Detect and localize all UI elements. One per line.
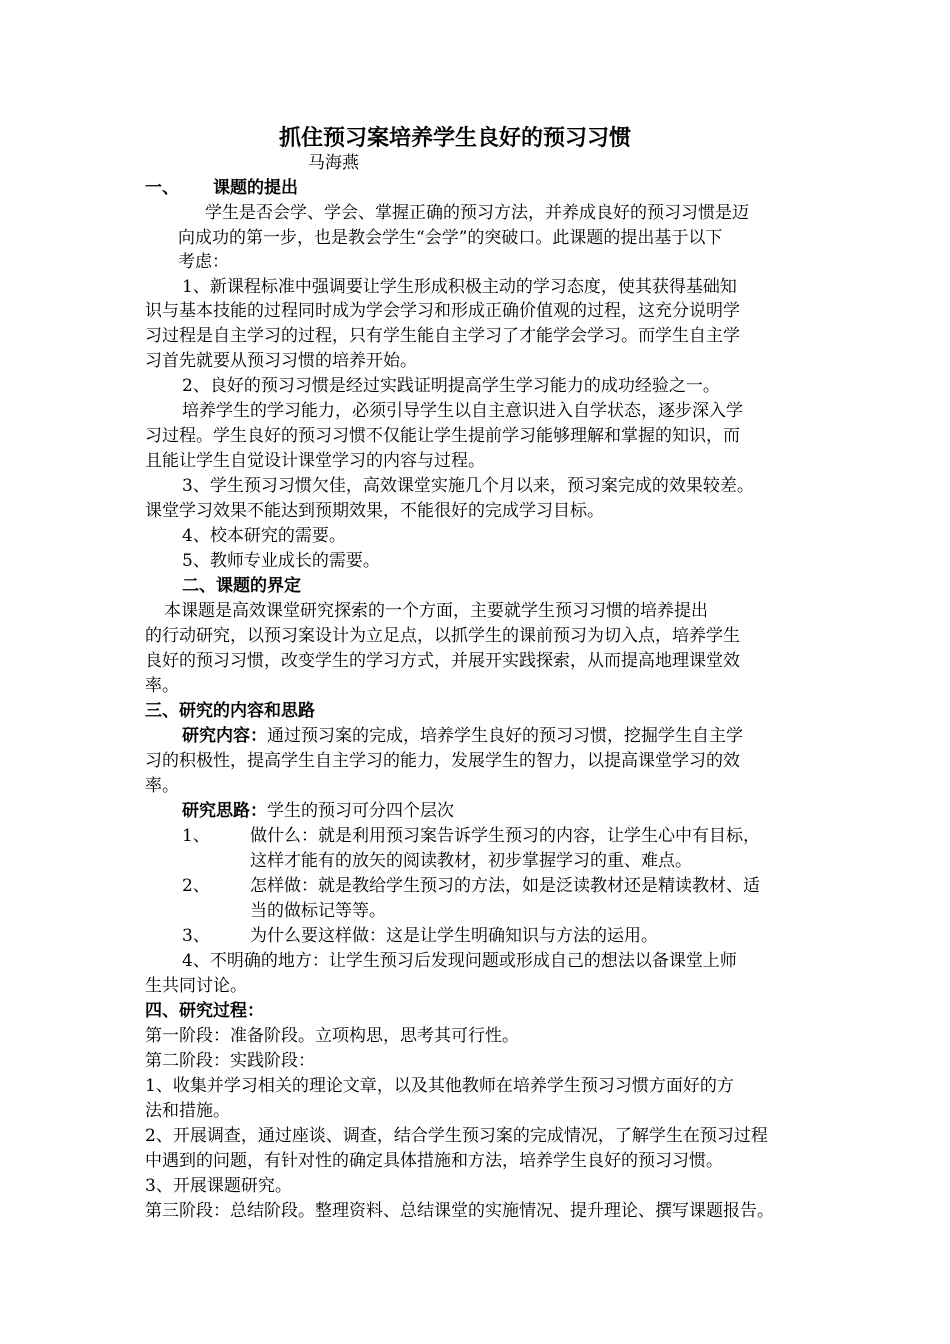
s1-p5-line2: 课堂学习效果不能达到预期效果，不能很好的完成学习目标。 (145, 501, 604, 521)
stage1-text: 第一阶段：准备阶段。立项构思，思考其可行性。 (145, 1026, 519, 1046)
list-item-4-line2: 生共同讨论。 (145, 976, 247, 996)
stage2-step2-line1: 2、开展调查，通过座谈、调查，结合学生预习案的完成情况，了解学生在预习过程 (145, 1126, 768, 1146)
s2-p1-line1: 本课题是高效课堂研究探索的一个方面，主要就学生预习习惯的培养提出 (164, 601, 708, 621)
s1-p2-line3: 习过程是自主学习的过程，只有学生能自主学习了才能学会学习。而学生自主学 (145, 326, 740, 346)
s3-idea-line (182, 799, 454, 823)
s1-p4-line1: 培养学生的学习能力，必须引导学生以自主意识进入自学状态，逐步深入学 (182, 401, 743, 421)
s1-p5-line1: 3、学生预习习惯欠佳，高效课堂实施几个月以来，预习案完成的效果较差。 (182, 476, 754, 496)
stage2-text: 第二阶段：实践阶段： (145, 1051, 315, 1071)
s1-p2-line1: 1、新课程标准中强调要让学生形成积极主动的学习态度，使其获得基础知 (182, 277, 737, 297)
section1-heading: 课题的提出 (213, 178, 298, 198)
research-content-text: 通过预习案的完成，培养学生良好的预习习惯，挖掘学生自主学 (267, 726, 743, 746)
research-idea-label: 研究思路： (182, 801, 267, 821)
s1-p3: 2、良好的预习习惯是经过实践证明提高学生学习能力的成功经验之一。 (182, 376, 720, 396)
s2-p1-line3: 良好的预习习惯，改变学生的学习方式，并展开实践探索，从而提高地理课堂效 (145, 651, 740, 671)
s2-p1-line4: 率。 (145, 676, 179, 696)
list-item-4-line1: 4、不明确的地方：让学生预习后发现问题或形成自己的想法以备课堂上师 (182, 951, 737, 971)
document-title: 抓住预习案培养学生良好的预习习惯 (278, 125, 631, 151)
section3-heading: 三、研究的内容和思路 (145, 701, 315, 721)
list-item-3-line1: 为什么要这样做：这是让学生明确知识与方法的运用。 (250, 926, 658, 946)
list-item-2-number: 2、 (182, 876, 210, 896)
s1-p6: 4、校本研究的需要。 (182, 526, 346, 546)
s3-content-line1 (182, 724, 743, 748)
stage2-step1-line2: 法和措施。 (145, 1101, 230, 1121)
list-item-2-line1: 怎样做：就是教给学生预习的方法，如是泛读教材还是精读教材、适 (250, 876, 760, 896)
s1-p2-line2: 识与基本技能的过程同时成为学会学习和形成正确价值观的过程，这充分说明学 (145, 301, 740, 321)
list-item-2-line2: 当的做标记等等。 (250, 901, 386, 921)
author-name: 马海燕 (308, 153, 359, 173)
list-item-1-line2: 这样才能有的放矢的阅读教材，初步掌握学习的重、难点。 (250, 851, 692, 871)
s1-p7: 5、教师专业成长的需要。 (182, 551, 380, 571)
stage3-text: 第三阶段：总结阶段。整理资料、总结课堂的实施情况、提升理论、撰写课题报告。 (145, 1201, 774, 1221)
s1-p2-line4: 习首先就要从预习习惯的培养开始。 (145, 351, 417, 371)
s1-p1-line1: 学生是否会学、学会、掌握正确的预习方法，并养成良好的预习习惯是迈 (205, 203, 749, 223)
s1-p1-line2: 向成功的第一步，也是教会学生“会学”的突破口。此课题的提出基于以下 (178, 228, 723, 248)
section2-heading: 二、课题的界定 (182, 576, 301, 596)
section1-number: 一、 (145, 178, 179, 198)
stage2-step1-line1: 1、收集并学习相关的理论文章，以及其他教师在培养学生预习习惯方面好的方 (145, 1076, 734, 1096)
s1-p4-line3: 且能让学生自觉设计课堂学习的内容与过程。 (145, 451, 485, 471)
stage2-step2-line2: 中遇到的问题，有针对性的确定具体措施和方法，培养学生良好的预习习惯。 (145, 1151, 723, 1171)
s1-p1-line3: 考虑： (178, 252, 229, 272)
research-idea-text: 学生的预习可分四个层次 (267, 801, 454, 821)
s3-content-line2: 习的积极性，提高学生自主学习的能力，发展学生的智力，以提高课堂学习的效 (145, 751, 740, 771)
section4-heading: 四、研究过程： (145, 1001, 264, 1021)
s1-p4-line2: 习过程。学生良好的预习习惯不仅能让学生提前学习能够理解和掌握的知识，而 (145, 426, 740, 446)
list-item-3-number: 3、 (182, 926, 210, 946)
s2-p1-line2: 的行动研究，以预习案设计为立足点，以抓学生的课前预习为切入点，培养学生 (145, 626, 740, 646)
list-item-1-number: 1、 (182, 826, 210, 846)
s3-content-line3: 率。 (145, 776, 179, 796)
research-content-label: 研究内容： (182, 726, 267, 746)
stage2-step3: 3、开展课题研究。 (145, 1176, 292, 1196)
list-item-1-line1: 做什么：就是利用预习案告诉学生预习的内容，让学生心中有目标， (250, 826, 760, 846)
